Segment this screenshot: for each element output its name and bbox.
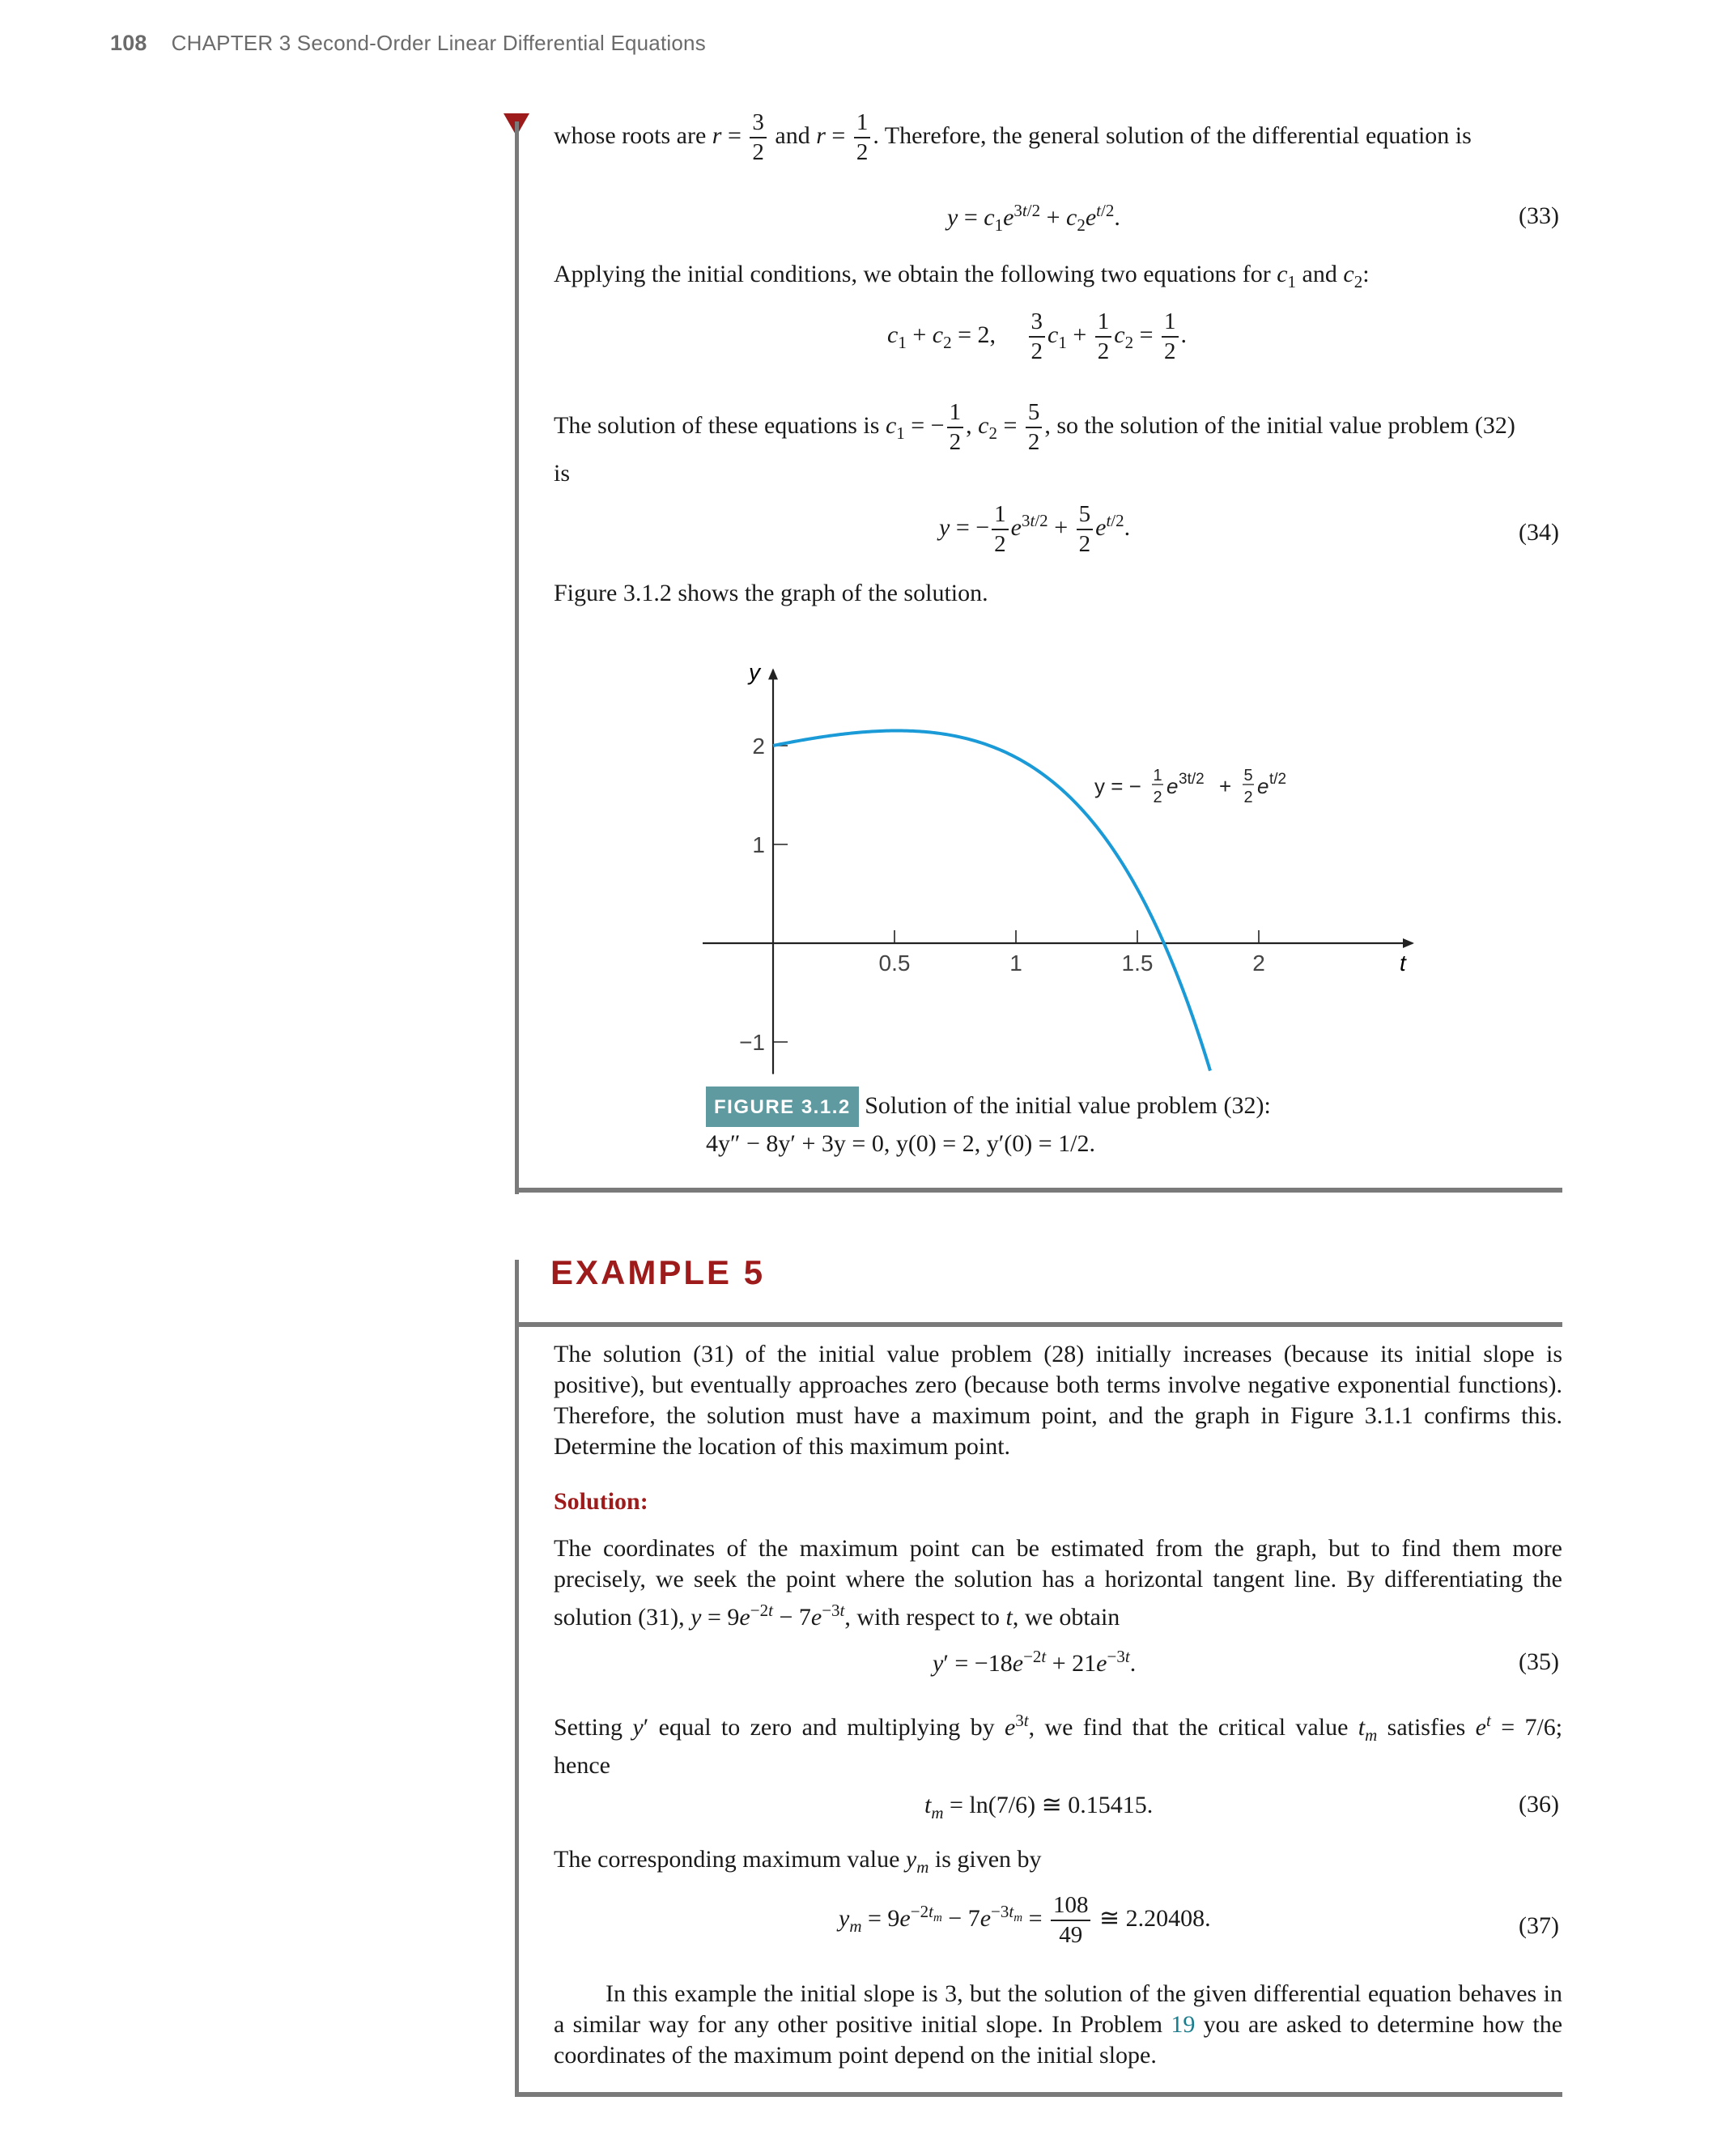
running-header (110, 31, 706, 56)
para-solution-constants: The solution of these equations is $c_1$ = − $\frac{1}{2}$ , $c_2$ = $\frac{5}{2}$ , so the solution of the initial value problem (32) (554, 399, 1515, 455)
equation-number-36: (36) (1519, 1791, 1559, 1818)
curve-label-f1-num: 1 (1153, 767, 1162, 785)
equation-33: $y = c_1e^{3t/2} + c_2e^{t/2}$. (947, 201, 1120, 235)
curve-label-f2-num: 5 (1243, 767, 1253, 785)
curve-label (1094, 767, 1286, 806)
figure-caption (706, 1087, 1515, 1159)
solution-curve (773, 731, 1210, 1071)
para-figure-ref: Figure 3.1.2 shows the graph of the solution. (554, 580, 988, 606)
x-tick-label: 2 (1252, 950, 1265, 976)
figure-caption-equation: 4y″ − 8y′ + 3y = 0, y(0) = 2, y′(0) = 1/2. (706, 1130, 1096, 1157)
curve-label-exp1: 3t/2 (1179, 771, 1205, 788)
figure-3-1-2-chart (696, 631, 1425, 1085)
y-axis-label: y (749, 659, 760, 685)
example-problem: The solution (31) of the initial value problem (28) initially increases (because its initial slope is positive), but eventually approaches zero (because both terms involve negative exponential functions). Therefore, the solution must have a maximum point, and the graph in Figure 3.1.1 confirms this. Determine the location of this maximum point. (554, 1341, 1562, 1460)
x-axis-label: t (1400, 950, 1406, 976)
curve-label-f1-den: 2 (1153, 789, 1162, 806)
solution-para-4: In this example the initial slope is 3, but the solution of the given differential equation behaves in a similar way for any other positive initial slope. In Problem 19 you are asked to determine how the coordinates of the maximum point depend on the initial slope. (554, 1980, 1563, 2069)
para-roots: whose roots are r = $\frac{3}{2}$ and r = $\frac{1}{2}$ . Therefore, the general solution of the differential equation is (554, 109, 1472, 165)
equation-37: $y_m = 9e^{-2t_m} - 7e^{-3t_m}$ = $\frac{108}{49}$ ≅ 2.20408. (839, 1892, 1211, 1948)
x-tick-label: 1.5 (1121, 950, 1154, 976)
equation-34: y = − $\frac{1}{2}$ $e^{3t/2}$ + $\frac{5}{2}$ $e^{t/2}$. (939, 501, 1131, 557)
solution-para-1: The coordinates of the maximum point can be estimated from the graph, but to find them more precisely, we seek the point where the solution has a horizontal tangent line. By differentiating the solution (31), $y = 9e^{-2t} - 7e^{-3t}$, with respect to t, we obtain (554, 1535, 1562, 1631)
y-tick-label: 2 (752, 734, 765, 759)
curve-label-f2-den: 2 (1243, 789, 1253, 806)
curve-label-exp2: t/2 (1269, 771, 1287, 788)
svg-text:e: e (1257, 774, 1269, 798)
y-tick-label: −1 (739, 1030, 765, 1055)
curve-label-plus: + (1219, 774, 1232, 798)
equation-number-37: (37) (1519, 1912, 1559, 1939)
bottom-rule-top (515, 1188, 1562, 1193)
solution-para-2: Setting y′ equal to zero and multiplying by $e^{3t}$, we find that the critical value $t_m$ satisfies $e^t = 7/6$; hence (554, 1711, 1563, 1779)
x-tick-label: 1 (1009, 950, 1022, 976)
example-heading-rule (515, 1322, 1562, 1327)
equation-number-34: (34) (1519, 519, 1559, 546)
problem-19-link[interactable]: 19 (1171, 2011, 1196, 2038)
equation-35: $y' = -18e^{-2t} + 21e^{-3t}$. (933, 1647, 1137, 1677)
figure-caption-text: Solution of the initial value problem (32): (865, 1092, 1271, 1119)
equation-36: $t_m = \ln(7/6)$ ≅ 0.15415. (924, 1792, 1154, 1822)
example-heading: EXAMPLE 5 (550, 1253, 766, 1291)
equation-number-35: (35) (1519, 1648, 1559, 1675)
solution-heading: Solution: (554, 1488, 648, 1515)
curve-label-lead: y = − (1094, 774, 1141, 798)
page-number: 108 (110, 31, 147, 55)
x-tick-label: 0.5 (878, 950, 911, 976)
running-title: CHAPTER 3 Second-Order Linear Differential Equations (171, 31, 706, 55)
equation-pair: $c_1 + c_2 = 2$, $\frac{3}{2}$ $c_1$ + $\frac{1}{2}$ $c_2$ = $\frac{1}{2}$ . (887, 308, 1187, 364)
svg-text:e: e (1166, 774, 1179, 798)
left-rule-top (515, 121, 519, 1194)
bottom-rule-example (515, 2092, 1562, 2097)
left-rule-example (515, 1260, 519, 2097)
para-solution-constants-cont: is (554, 460, 571, 487)
y-tick-label: 1 (752, 832, 765, 857)
para-initial-conditions: Applying the initial conditions, we obtain the following two equations for $c_1$ and $c_2$: (554, 261, 1370, 291)
figure-label: FIGURE 3.1.2 (706, 1087, 859, 1127)
equation-number-33: (33) (1519, 202, 1559, 229)
solution-para-3: The corresponding maximum value $y_m$ is given by (554, 1846, 1042, 1877)
